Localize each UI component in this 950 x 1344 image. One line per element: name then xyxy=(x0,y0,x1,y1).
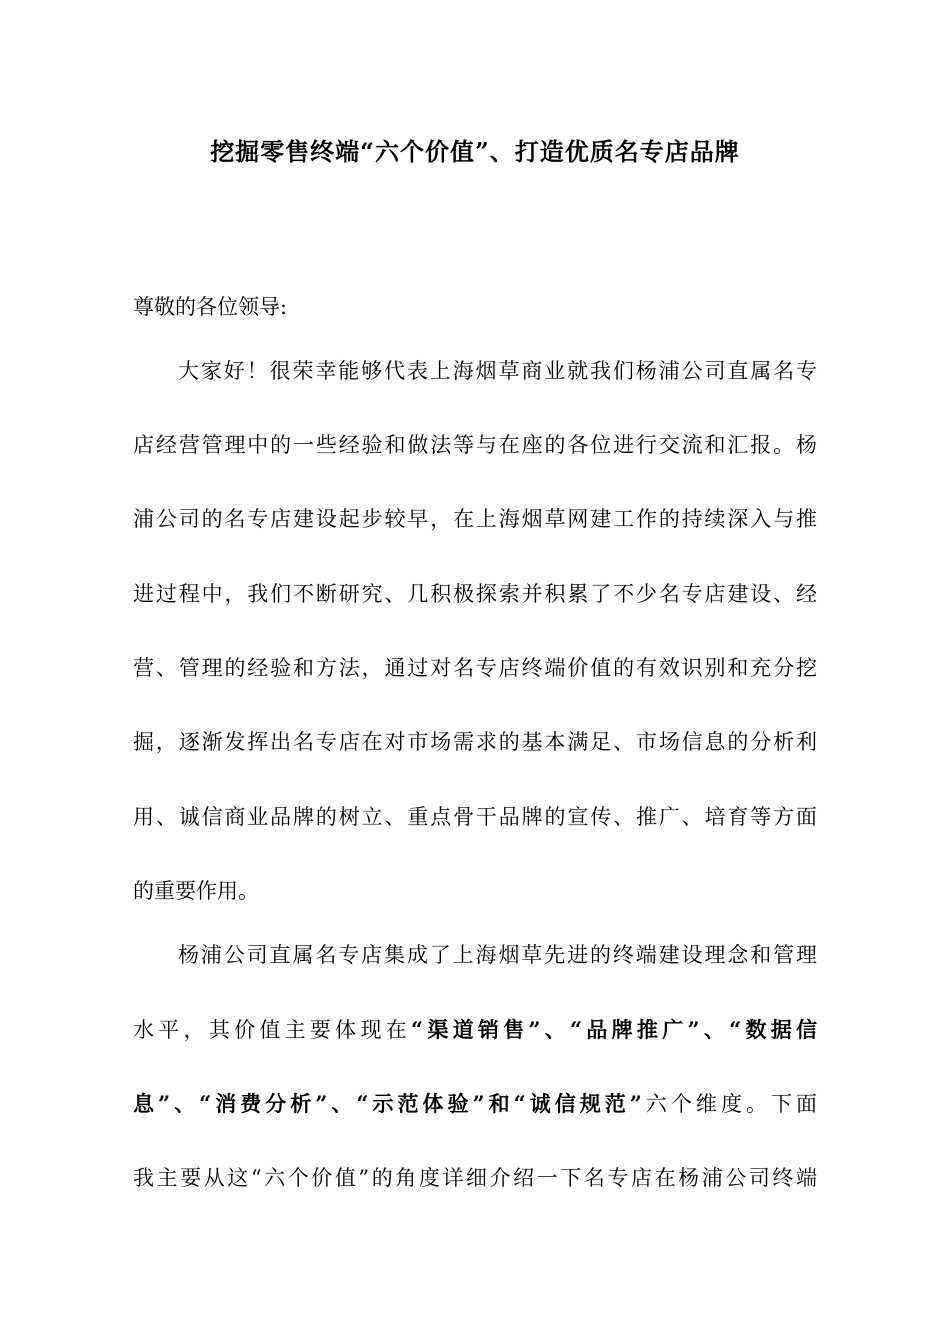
paragraph-1-line-5: 营、管理的经验和方法，通过对名专店终端价值的有效识别和充分挖 xyxy=(133,656,817,680)
paragraph-2-line-3-text: 六个维度。下面 xyxy=(641,1092,817,1116)
salutation: 尊敬的各位领导: xyxy=(133,295,288,319)
paragraph-2-line-2 xyxy=(133,1014,817,1046)
highlight-dimensions-2: 息”、“消费分析”、“示范体验”和“诚信规范” xyxy=(133,1091,642,1116)
paragraph-2-line-3 xyxy=(133,1088,817,1120)
paragraph-1-line-6: 掘，逐渐发挥出名专店在对市场需求的基本满足、市场信息的分析利 xyxy=(133,730,817,754)
paragraph-1-line-1: 大家好！很荣幸能够代表上海烟草商业就我们杨浦公司直属名专 xyxy=(178,359,817,383)
paragraph-1-line-2: 店经营管理中的一些经验和做法等与在座的各位进行交流和汇报。杨 xyxy=(133,433,817,457)
paragraph-2-line-2-text: 水平，其价值主要体现在 xyxy=(133,1018,411,1042)
paragraph-1-line-7: 用、诚信商业品牌的树立、重点骨干品牌的宣传、推广、培育等方面 xyxy=(133,805,817,829)
paragraph-1-line-3: 浦公司的名专店建设起步较早，在上海烟草网建工作的持续深入与推 xyxy=(133,507,817,531)
paragraph-2-line-4: 我主要从这“六个价值”的角度详细介绍一下名专店在杨浦公司终端 xyxy=(133,1166,817,1190)
paragraph-1-line-8: 的重要作用。 xyxy=(133,879,259,903)
highlight-dimensions-1: “渠道销售”、“品牌推广”、“数据信 xyxy=(410,1017,817,1042)
paragraph-2-line-1: 杨浦公司直属名专店集成了上海烟草先进的终端建设理念和管理 xyxy=(178,943,817,967)
document-title: 挖掘零售终端“六个价值”、打造优质名专店品牌 xyxy=(210,137,740,166)
paragraph-1-line-4: 进过程中，我们不断研究、几积极探索并积累了不少名专店建设、经 xyxy=(133,582,817,606)
